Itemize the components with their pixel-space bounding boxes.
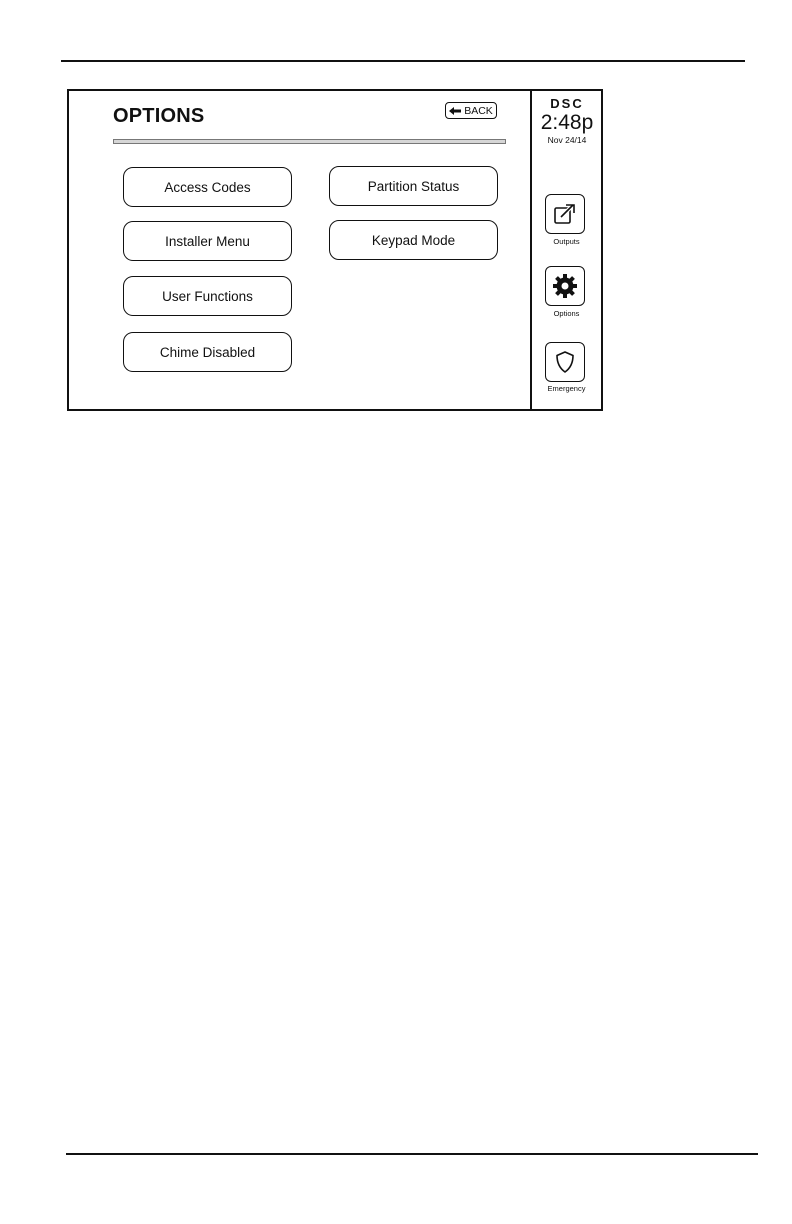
installer-menu-button[interactable] [123, 221, 292, 261]
back-arrow-icon [449, 107, 461, 115]
access-codes-label: Access Codes [164, 179, 251, 195]
partition-status-label: Partition Status [367, 178, 460, 194]
installer-menu-label: Installer Menu [165, 233, 250, 249]
partition-status-button[interactable] [329, 166, 498, 206]
keypad-mode-button[interactable] [329, 220, 498, 260]
keypad-mode-label: Keypad Mode [371, 232, 456, 248]
clock-time: 2:48p [540, 111, 594, 134]
chime-toggle-button[interactable] [123, 332, 292, 372]
clock-date: Nov 24/14 [547, 135, 587, 145]
outputs-button[interactable] [545, 194, 585, 234]
back-button-label: BACK [464, 104, 493, 117]
shield-icon [552, 349, 578, 375]
user-functions-label: User Functions [162, 288, 253, 304]
outputs-label: Outputs [553, 237, 580, 246]
emergency-button[interactable] [545, 342, 585, 382]
access-codes-button[interactable] [123, 167, 292, 207]
chime-toggle-label: Chime Disabled [159, 344, 256, 360]
options-button[interactable] [545, 266, 585, 306]
brand-logo: DSC [550, 96, 584, 111]
back-button[interactable] [445, 102, 497, 119]
options-label: Options [553, 309, 580, 318]
title-divider [113, 139, 506, 144]
keypad-screen [67, 89, 603, 411]
page-header-rule [61, 60, 745, 62]
gear-icon [551, 272, 579, 300]
page-title: OPTIONS [113, 105, 205, 127]
emergency-label: Emergency [547, 384, 586, 393]
sidebar [532, 91, 601, 409]
options-panel [69, 91, 532, 409]
page-footer-rule [66, 1153, 758, 1155]
user-functions-button[interactable] [123, 276, 292, 316]
outputs-icon [552, 201, 578, 227]
